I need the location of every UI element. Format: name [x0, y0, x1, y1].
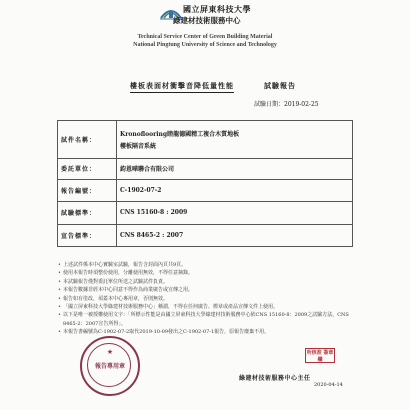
seal-text: 報告專用章 — [94, 363, 125, 370]
row-label: 宣告標準： — [58, 224, 117, 246]
note-item: • 使用本報告時須整份使用，分離使用無效，不得任意摘錄。 — [58, 269, 354, 277]
info-table — [57, 120, 353, 247]
table-row — [58, 202, 353, 224]
note-item: • 報告如有塗改，須蓋本中心專用章，否則無效。 — [58, 295, 354, 303]
header-en-university: National Pingtung University of Science and Technology — [133, 42, 277, 48]
specimen-name-line2: 樓板隔音系統 — [120, 142, 157, 150]
note-item: • 本報告數據非經本中心同意不得作為商業廣告或宣傳之用。 — [58, 286, 354, 294]
notes-list — [58, 261, 354, 337]
note-item: • 本報告書編號為C-1902-07-2取代2019-10-09發出之C-1902-07-1報告，原報告廢棄不用。 — [58, 328, 354, 336]
report-number: C-1902-07-2 — [117, 179, 353, 201]
note-item: • 本試驗報告僅對委託單位所送之試驗試件負責。 — [58, 278, 354, 286]
signature-line: 綠建材技術服務中心主任 — [239, 375, 311, 382]
test-date: 試驗日期：2019-02-25 — [254, 101, 319, 108]
test-standard: CNS 15160-8 : 2009 — [117, 202, 353, 224]
note-item: • 以下是唯一被授權使用文字：「所標示性能是由國立屏東科技大學綠建材技術服務中心依CNS 15160-8：2009之試驗方法，CNS 8465-2：2007宣告所得」。 — [58, 311, 354, 328]
specimen-name: Kronoflooring睦龍德國精工複合木質地板 — [120, 130, 240, 138]
note-item: • 「國立屏東科技大學綠建材技術服務中心」稱謂，不得在任何廣告、標章或產品宣傳文件上使用。 — [58, 303, 354, 311]
approval-stamp: 所核准 簽章欄 — [306, 350, 334, 363]
header-center-name: 綠建材技術服務中心 — [173, 16, 241, 25]
row-label: 委託單位： — [58, 158, 117, 179]
seal-star-icon: ★ — [106, 348, 114, 356]
row-label: 試驗標準： — [58, 202, 117, 224]
table-row — [58, 224, 353, 246]
document-title: 樓板表面材衝擊音降低量性能 — [130, 81, 234, 93]
header-en-center: Technical Service Center of Green Building Material — [137, 34, 273, 40]
table-row — [58, 158, 353, 179]
table-row — [58, 121, 353, 159]
declared-standard: CNS 8465-2 : 2007 — [117, 224, 353, 246]
header-university-name: 國立屏東科技大學 — [183, 4, 251, 14]
row-label: 試件名稱： — [58, 121, 117, 159]
report-label: 試驗報告 — [264, 81, 296, 90]
report-seal — [80, 336, 140, 396]
signature-date: 2020-04-14 — [314, 382, 343, 388]
table-row — [58, 179, 353, 201]
row-label: 報告編號： — [58, 179, 117, 201]
row-value-cell — [117, 121, 353, 159]
client-name: 鈞恩嘩聯合有限公司 — [117, 158, 353, 179]
note-item: • 上述試件係本中心實驗室試驗，報告含封面內頁共9頁。 — [58, 261, 354, 269]
